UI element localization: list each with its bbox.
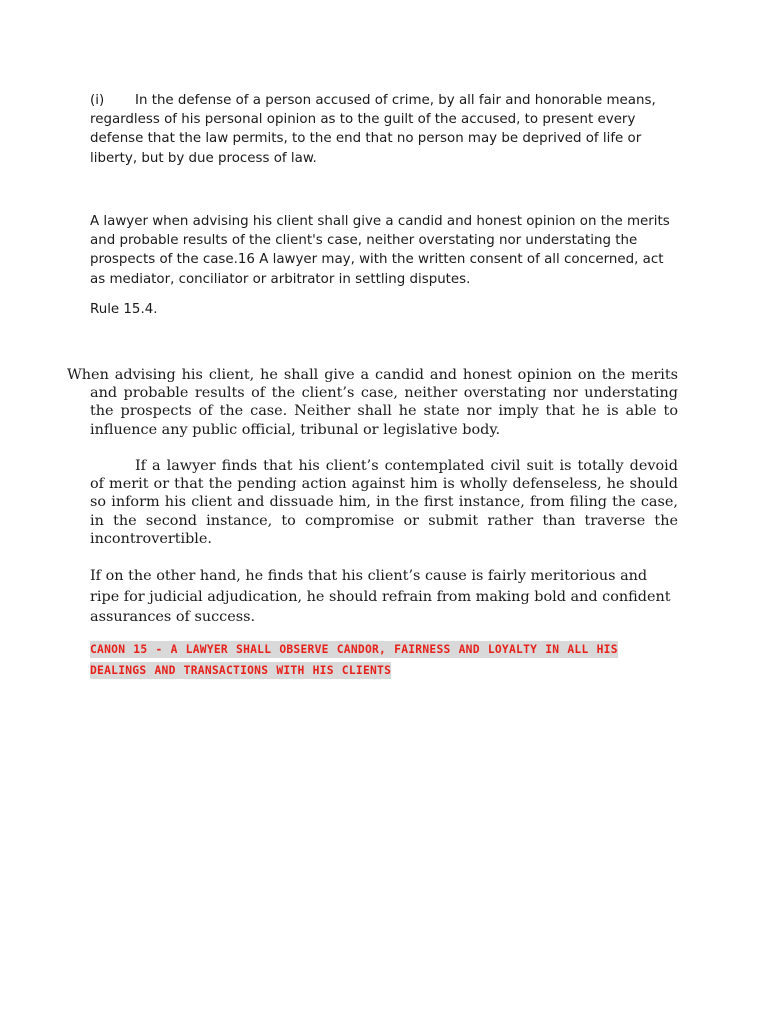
rule-label: Rule 15.4. [90, 302, 158, 317]
advise-paragraph: A lawyer when advising his client shall give a candid and honest opinion on the merits and probable results of the client's case, neither overstating nor understating the prospects of the case.16 A lawyer may, with the written consent of all concerned, act as mediator, conciliator or arbitrator in settling disputes. [90, 214, 670, 287]
paragraph-advising-text: When advising his client, he shall give a candid and honest opinion on the merits and probable results of the client’s case, neither overstating nor understating the prospects of the case. Neither shall he state nor imply that he is able to influence any public official, tribunal or legislative body. [67, 367, 678, 438]
item-i-text: In the defense of a person accused of crime, by all fair and honorable means, regardless of his personal opinion as to the guilt of the accused, to present every defense that the law permits, to the end that no person may be deprived of life or liberty, but by due process of law. [90, 93, 656, 166]
paragraph-advising [67, 366, 678, 439]
item-i-paragraph [90, 91, 680, 168]
item-number: (i) [90, 93, 105, 108]
paragraph-meritorious: If on the other hand, he finds that his client’s cause is fairly meritorious and ripe for judicial adjudication, he should refrain from making bold and confident assurances of success. [90, 568, 671, 625]
paragraph-lawyer-finds: If a lawyer finds that his client’s contemplated civil suit is totally devoid of merit or that the pending action against him is wholly defenseless, he should so inform his client and dissuade him, in the first instance, from filing the case, in the second instance, to compromise or submit rather than traverse the incontrovertible. [90, 458, 678, 547]
canon-heading-text: CANON 15 - A LAWYER SHALL OBSERVE CANDOR, FAIRNESS AND LOYALTY IN ALL HIS DEALINGS AND TRANSACTIONS WITH HIS CLIENTS [90, 643, 618, 677]
canon-heading [90, 639, 680, 681]
